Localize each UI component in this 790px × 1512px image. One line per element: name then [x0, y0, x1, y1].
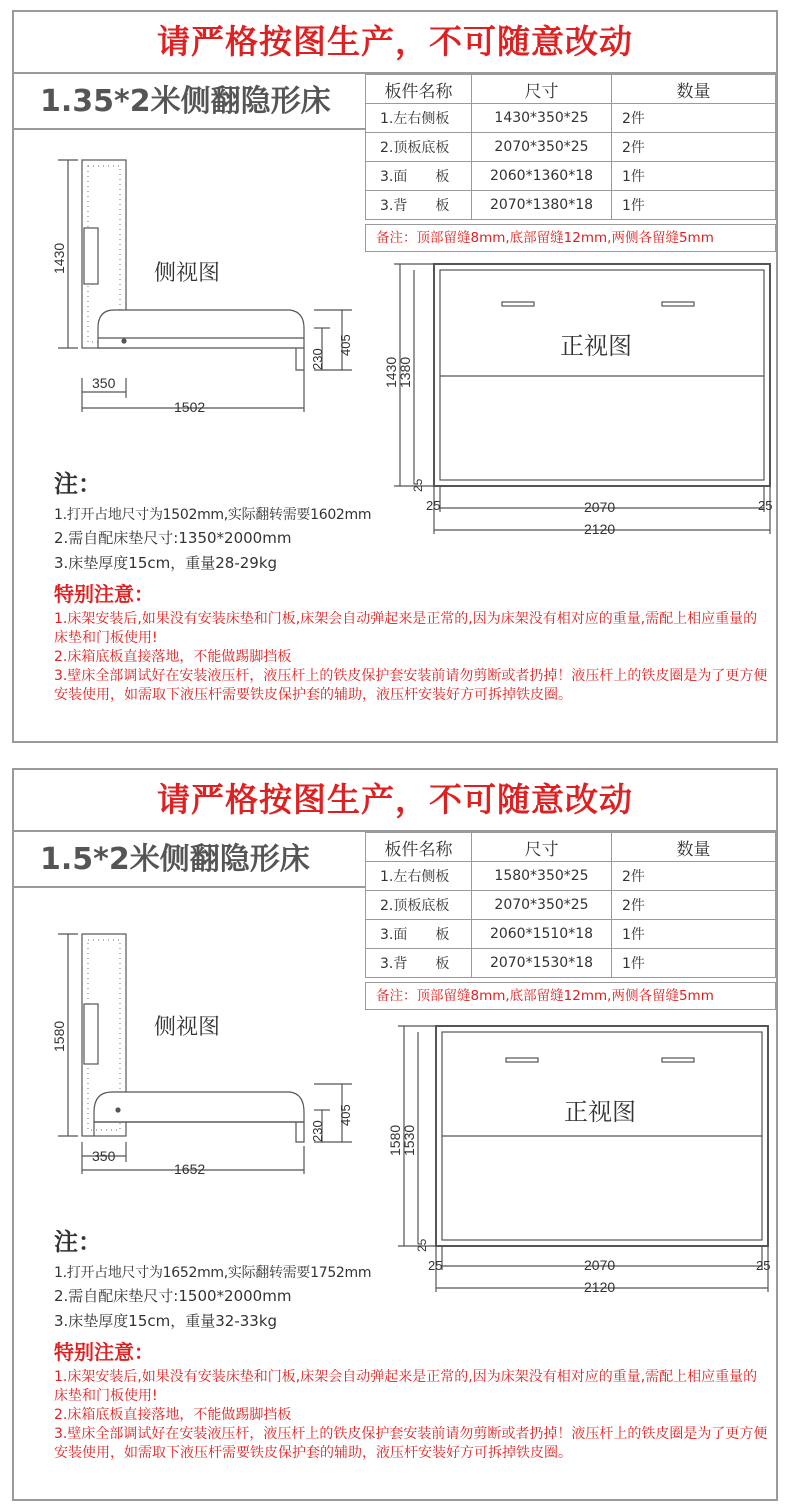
- model-title: 1.35*2米侧翻隐形床: [14, 74, 365, 130]
- side-view-label: 侧视图: [154, 1014, 221, 1039]
- dim-inner-width: 2070: [584, 1257, 616, 1273]
- dim-outer-width: 2120: [584, 1279, 616, 1295]
- special-notes-title: 特别注意：: [54, 1340, 154, 1364]
- part-size: 1430*350*25: [472, 104, 612, 133]
- part-name: 2.顶板底板: [366, 133, 472, 162]
- dim-gap-left: 25: [428, 1258, 443, 1273]
- part-name: 3.背 板: [366, 949, 472, 978]
- dim-inner-width: 2070: [584, 499, 616, 515]
- dim-depth: 350: [92, 375, 116, 391]
- warning-banner: 请严格按图生产，不可随意改动: [14, 12, 776, 74]
- special-notes: [54, 610, 769, 705]
- part-qty: 1件: [612, 949, 776, 978]
- dim-open-length: 1502: [174, 399, 206, 415]
- dim-inner-height: 1530: [401, 1124, 417, 1156]
- note-item: 3.床垫厚度15cm，重量32-33kg: [54, 1312, 278, 1330]
- part-qty: 1件: [612, 920, 776, 949]
- special-note-item: 2.床箱底板直接落地，不能做踢脚挡板: [54, 649, 292, 665]
- part-qty: 2件: [612, 104, 776, 133]
- part-qty: 2件: [612, 862, 776, 891]
- dim-gap-bottom: 25: [411, 478, 425, 492]
- header-size: 尺寸: [472, 75, 612, 104]
- notes-title: 注：: [54, 470, 102, 498]
- note-item: 2.需自配床垫尺寸:1350*2000mm: [54, 529, 292, 547]
- header-name: 板件名称: [366, 833, 472, 862]
- notes-title: 注：: [54, 1228, 102, 1256]
- note-item: 1.打开占地尺寸为1652mm,实际翻转需要1752mm: [54, 1265, 372, 1281]
- special-notes-title: 特别注意：: [54, 582, 154, 606]
- dim-outer-height: 1430: [383, 356, 399, 388]
- special-note-item: 1.床架安装后,如果没有安装床垫和门板,床架会自动弹起来是正常的,因为床架没有相对应的重量,需配上相应重量的床垫和门板使用!: [54, 1369, 758, 1404]
- part-name: 2.顶板底板: [366, 891, 472, 920]
- dim-high: 405: [338, 334, 353, 356]
- front-view-label: 正视图: [564, 1099, 636, 1126]
- note-item: 1.打开占地尺寸为1502mm,实际翻转需要1602mm: [54, 507, 372, 523]
- front-view-drawing: [398, 1026, 771, 1292]
- model-title: 1.5*2米侧翻隐形床: [14, 832, 365, 888]
- side-view-drawing: [58, 934, 352, 1174]
- part-size: 2060*1360*18: [472, 162, 612, 191]
- note-item: 2.需自配床垫尺寸:1500*2000mm: [54, 1287, 292, 1305]
- dim-high: 405: [338, 1104, 353, 1126]
- header-qty: 数量: [612, 75, 776, 104]
- part-name: 3.面 板: [366, 920, 472, 949]
- spec-panel-2: [12, 768, 778, 1501]
- dim-outer-height: 1580: [387, 1124, 403, 1156]
- part-qty: 2件: [612, 891, 776, 920]
- warning-banner: 请严格按图生产，不可随意改动: [14, 770, 776, 832]
- dim-low: 230: [310, 1120, 325, 1142]
- header-qty: 数量: [612, 833, 776, 862]
- part-name: 1.左右侧板: [366, 862, 472, 891]
- special-notes: [54, 1368, 769, 1463]
- part-size: 2060*1510*18: [472, 920, 612, 949]
- special-note-item: 3.壁床全部调试好在安装液压杆，液压杆上的铁皮保护套安装前请勿剪断或者扔掉！液压杆上的铁皮圈是为了更方便安装使用，如需取下液压杆需要铁皮保护套的辅助，液压杆安装好方可拆掉铁皮圈。: [54, 668, 768, 703]
- part-qty: 2件: [612, 133, 776, 162]
- gap-remark: 备注：顶部留缝8mm,底部留缝12mm,两侧各留缝5mm: [365, 224, 776, 252]
- dim-gap-bottom: 25: [415, 1238, 429, 1252]
- front-view-drawing: [394, 264, 773, 534]
- dim-gap-right: 25: [758, 498, 773, 513]
- special-note-item: 1.床架安装后,如果没有安装床垫和门板,床架会自动弹起来是正常的,因为床架没有相对应的重量,需配上相应重量的床垫和门板使用!: [54, 611, 758, 646]
- part-size: 1580*350*25: [472, 862, 612, 891]
- part-size: 2070*350*25: [472, 891, 612, 920]
- part-qty: 1件: [612, 191, 776, 220]
- spec-panel-1: [12, 10, 778, 743]
- part-name: 3.面 板: [366, 162, 472, 191]
- header-name: 板件名称: [366, 75, 472, 104]
- front-view-label: 正视图: [560, 333, 632, 360]
- dim-inner-height: 1380: [397, 356, 413, 388]
- dim-low: 230: [310, 348, 325, 370]
- part-size: 2070*1530*18: [472, 949, 612, 978]
- special-note-item: 3.壁床全部调试好在安装液压杆，液压杆上的铁皮保护套安装前请勿剪断或者扔掉！液压杆上的铁皮圈是为了更方便安装使用，如需取下液压杆需要铁皮保护套的辅助，液压杆安装好方可拆掉铁皮圈。: [54, 1426, 768, 1461]
- special-note-item: 2.床箱底板直接落地，不能做踢脚挡板: [54, 1407, 292, 1423]
- dim-gap-left: 25: [426, 498, 441, 513]
- dim-outer-width: 2120: [584, 521, 616, 537]
- dim-height: 1580: [51, 1020, 67, 1052]
- part-name: 3.背 板: [366, 191, 472, 220]
- part-size: 2070*1380*18: [472, 191, 612, 220]
- part-qty: 1件: [612, 162, 776, 191]
- part-size: 2070*350*25: [472, 133, 612, 162]
- note-item: 3.床垫厚度15cm，重量28-29kg: [54, 554, 278, 572]
- side-view-label: 侧视图: [154, 260, 221, 285]
- gap-remark: 备注：顶部留缝8mm,底部留缝12mm,两侧各留缝5mm: [365, 982, 776, 1010]
- dim-depth: 350: [92, 1148, 116, 1164]
- dim-open-length: 1652: [174, 1161, 206, 1177]
- dim-height: 1430: [51, 242, 67, 274]
- dim-gap-right: 25: [756, 1258, 771, 1273]
- header-size: 尺寸: [472, 833, 612, 862]
- part-name: 1.左右侧板: [366, 104, 472, 133]
